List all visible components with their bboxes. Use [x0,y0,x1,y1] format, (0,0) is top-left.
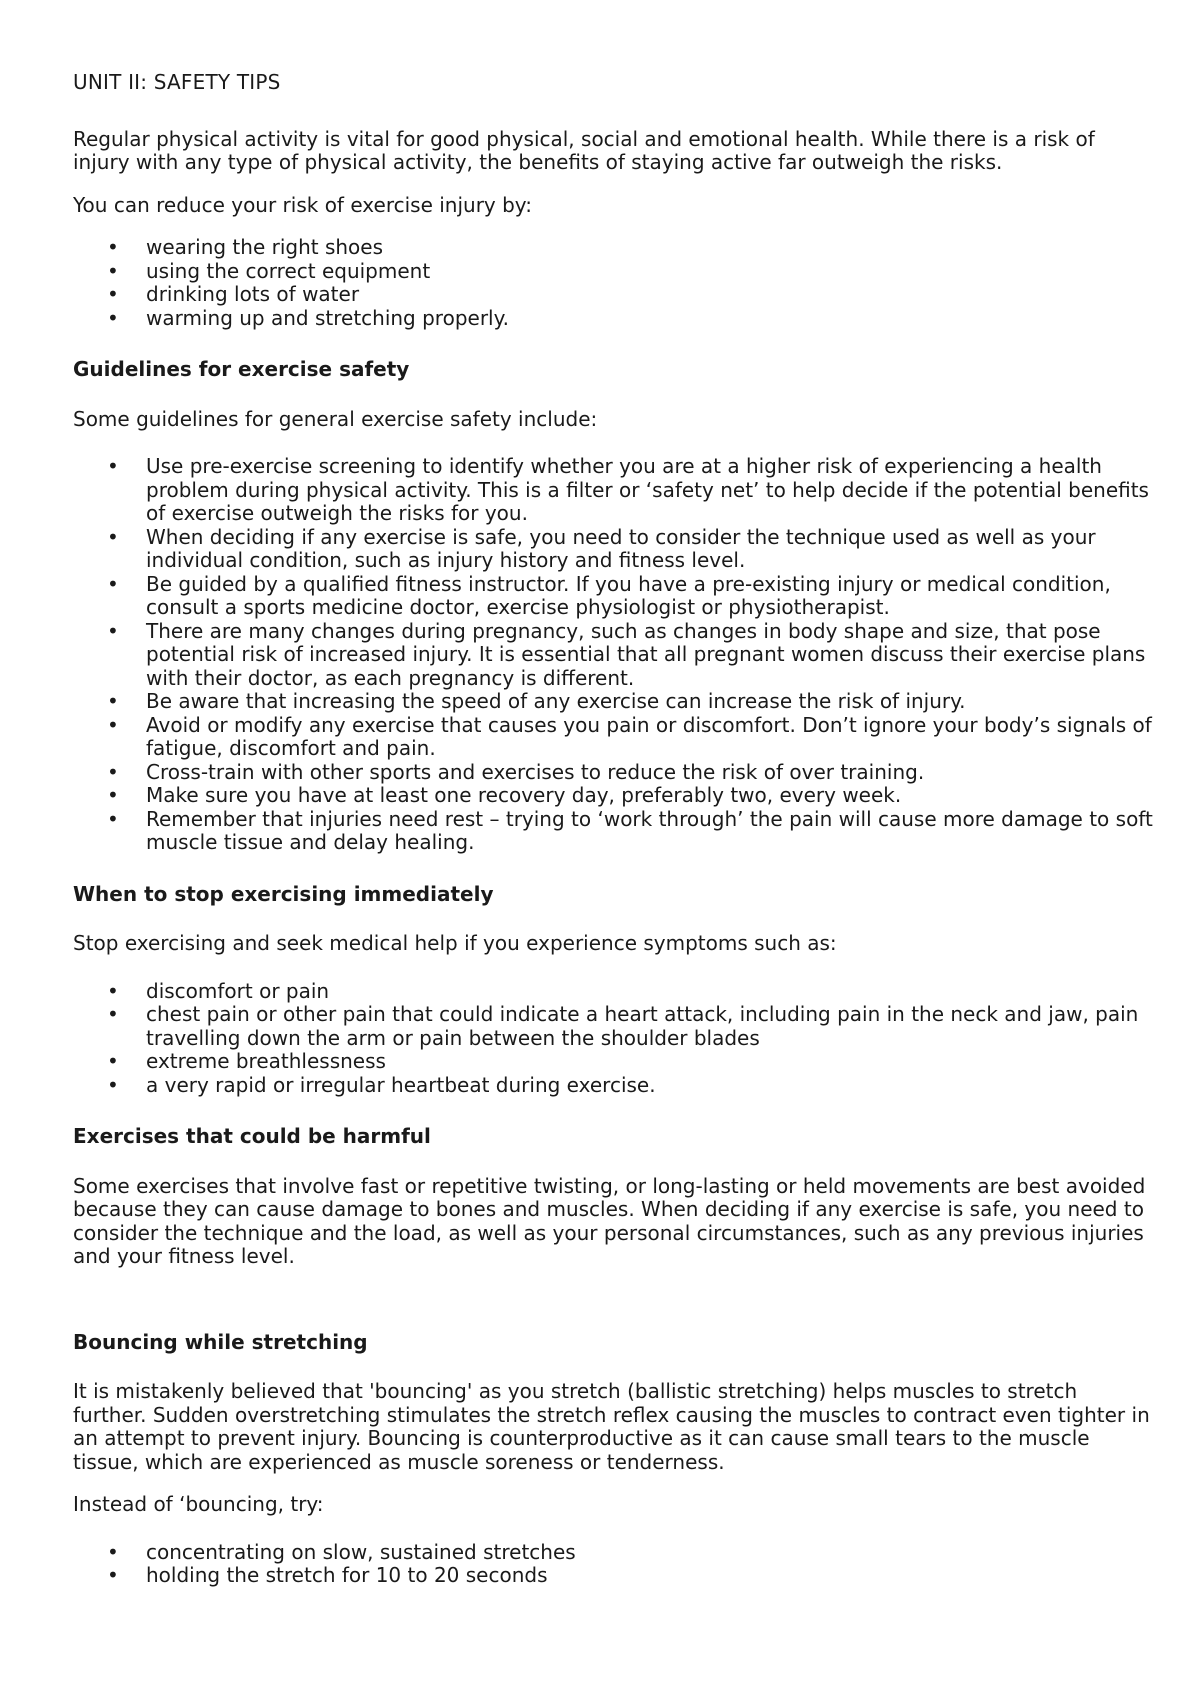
list-item: • Be guided by a qualified fitness instructor. If you have a pre-existing injury or medical condition, consult a sports medicine doctor, exercise physiologist or physiotherapist. [73,573,1153,620]
stop-intro: Stop exercising and seek medical help if you experience symptoms such as: [73,931,837,955]
harmful-paragraph: Some exercises that involve fast or repetitive twisting, or long-lasting or held movements are best avoided because they can cause damage to bones and muscles. When deciding if any exercise is safe, you need to consider the technique and the load, as well as your personal circumstances, such as any previous injuries and your fitness level. [73,1173,1146,1268]
stop-list [73,980,1153,1098]
stop-heading: When to stop exercising immediately [73,881,494,906]
reduce-list [73,236,1153,330]
list-item: • warming up and stretching properly. [73,307,1153,331]
guidelines-intro: Some guidelines for general exercise safety include: [73,406,598,431]
list-item: • discomfort or pain [73,980,1153,1004]
list-item: • Make sure you have at least one recovery day, preferably two, every week. [73,784,1153,808]
list-item: • concentrating on slow, sustained stretches [73,1541,1153,1565]
instead-list [73,1541,1153,1588]
list-item: • Remember that injuries need rest – trying to ‘work through’ the pain will cause more damage to soft muscle tissue and delay healing. [73,808,1153,855]
list-item: • extreme breathlessness [73,1050,1153,1074]
list-item: • using the correct equipment [73,260,1153,284]
list-item: • Use pre-exercise screening to identify whether you are at a higher risk of experiencing a health problem during physical activity. This is a filter or ‘safety net’ to help decide if the potential benefits of exercise outweigh the risks for you. [73,455,1153,526]
list-item: • wearing the right shoes [73,236,1153,260]
bouncing-paragraph: It is mistakenly believed that 'bouncing' as you stretch (ballistic stretching) helps muscles to stretch further. Sudden overstretching stimulates the stretch reflex causing the muscles to contract even tighter in an attempt to prevent injury. Bouncing is counterproductive as it can cause small tears to the muscle tissue, which are experienced as muscle soreness or tenderness. [73,1379,1150,1474]
list-item: • When deciding if any exercise is safe, you need to consider the technique used as well as your individual condition, such as injury history and fitness level. [73,526,1153,573]
harmful-heading: Exercises that could be harmful [73,1124,431,1148]
list-item: • Avoid or modify any exercise that causes you pain or discomfort. Don’t ignore your body’s signals of fatigue, discomfort and pain. [73,714,1153,761]
list-item: • Be aware that increasing the speed of any exercise can increase the risk of injury. [73,690,1153,714]
document-title: UNIT II: SAFETY TIPS [73,70,281,94]
list-item: • a very rapid or irregular heartbeat during exercise. [73,1074,1153,1098]
guidelines-heading: Guidelines for exercise safety [73,357,410,381]
list-item: • drinking lots of water [73,283,1153,307]
reduce-intro: You can reduce your risk of exercise injury by: [73,192,532,217]
instead-intro: Instead of ‘bouncing, try: [73,1492,324,1516]
guidelines-list [73,455,1153,855]
list-item: • Cross-train with other sports and exercises to reduce the risk of over training. [73,761,1153,785]
intro-paragraph: Regular physical activity is vital for good physical, social and emotional health. While there is a risk of injury with any type of physical activity, the benefits of staying active far outweigh the risks. [73,126,1095,174]
list-item: • holding the stretch for 10 to 20 seconds [73,1564,1153,1588]
document-page [73,60,1153,1588]
list-item: • chest pain or other pain that could indicate a heart attack, including pain in the neck and jaw, pain travelling down the arm or pain between the shoulder blades [73,1003,1153,1050]
bouncing-heading: Bouncing while stretching [73,1329,368,1354]
list-item: • There are many changes during pregnancy, such as changes in body shape and size, that pose potential risk of increased injury. It is essential that all pregnant women discuss their exercise plans with their doctor, as each pregnancy is different. [73,620,1153,691]
